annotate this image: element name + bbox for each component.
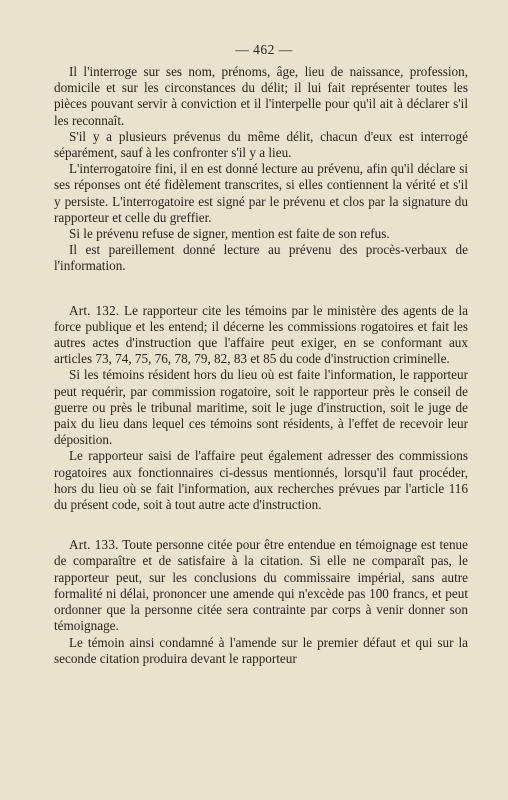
paragraph-interrogation: Il l'interroge sur ses nom, prénoms, âge, lieu de naissance, profession, domicile et sur les circonstances du délit; il lui fait représenter toutes les pièces pouvant servir à conviction et il l'interpelle pour qu'il ait à déclarer s'il les reconnaît. [54,64,468,128]
paragraph-multiple-defendants: S'il y a plusieurs prévenus du même délit, chacun d'eux est interrogé séparément, sauf à les confronter s'il y a lieu. [54,128,468,161]
page-number: — 462 — [235,42,293,57]
paragraph-reading-records: Il est pareillement donné lecture au prévenu des procès-verbaux de l'information. [54,242,468,274]
article-132-witnesses-paragraph: Si les témoins résident hors du lieu où est faite l'information, le rapporteur peut requérir, par commission rogatoire, soit le rapporteur près le conseil de guerre ou près le tribunal maritime, soit le juge d'instruction, soit le juge de paix du lieu dans lequel ces témoins sont résidents, à l'effet de recevoir leur déposition. [54,367,468,448]
paragraph-refusal: Si le prévenu refuse de signer, mention est faite de son refus. [69,226,390,242]
article-132-text: Le rapporteur cite les témoins par le ministère des agents de la force publique et les entend; il décerne les commissions rogatoires et fait les autres actes d'instruction que l'affaire peut exiger, en se conformant aux articles 73, 74, 75, 76, 78, 79, 82, 83 et 85 du code d'instruction criminelle. [54,302,468,367]
article-132-paragraph [54,303,468,368]
article-132-rogatory-paragraph: Le rapporteur saisi de l'affaire peut également adresser des commissions rogatoires aux fonctionnaires ci-dessus mentionnés, lorsqu'il faut procéder, hors du lieu où se fait l'information, aux recherches prévues par l'article 116 du présent code, soit à tout autre acte d'instruction. [54,448,468,513]
article-133-label: Art. 133. [69,537,119,553]
section-spacer [54,513,468,537]
article-133-fine-paragraph: Le témoin ainsi condamné à l'amende sur le premier défaut et qui sur la seconde citation produira devant le rapporteur [54,634,468,666]
article-132-label: Art. 132. [69,302,120,318]
article-133-text: Toute personne citée pour être entendue en témoignage est tenue de comparaître et de satisfaire à la citation. Si elle ne comparaît pas, le rapporteur peut, sur les conclusions du commissaire impérial, sans autre formalité ni délai, prononcer une amende qui n'excède pas 100 francs, et peut ordonner que la personne citée sera contrainte par corps à venir donner son témoignage. [54,537,468,634]
section-spacer [54,275,468,303]
paragraph-interrogation-end: L'interrogatoire fini, il en est donné lecture au prévenu, afin qu'il déclare si ses réponses ont été fidèlement transcrites, si elles contiennent la vérité et s'il y persiste. L'interrogatoire est signé par le prévenu et clos par la signature du rapporteur et celle du greffier. [54,161,468,225]
article-133-paragraph [54,537,468,634]
